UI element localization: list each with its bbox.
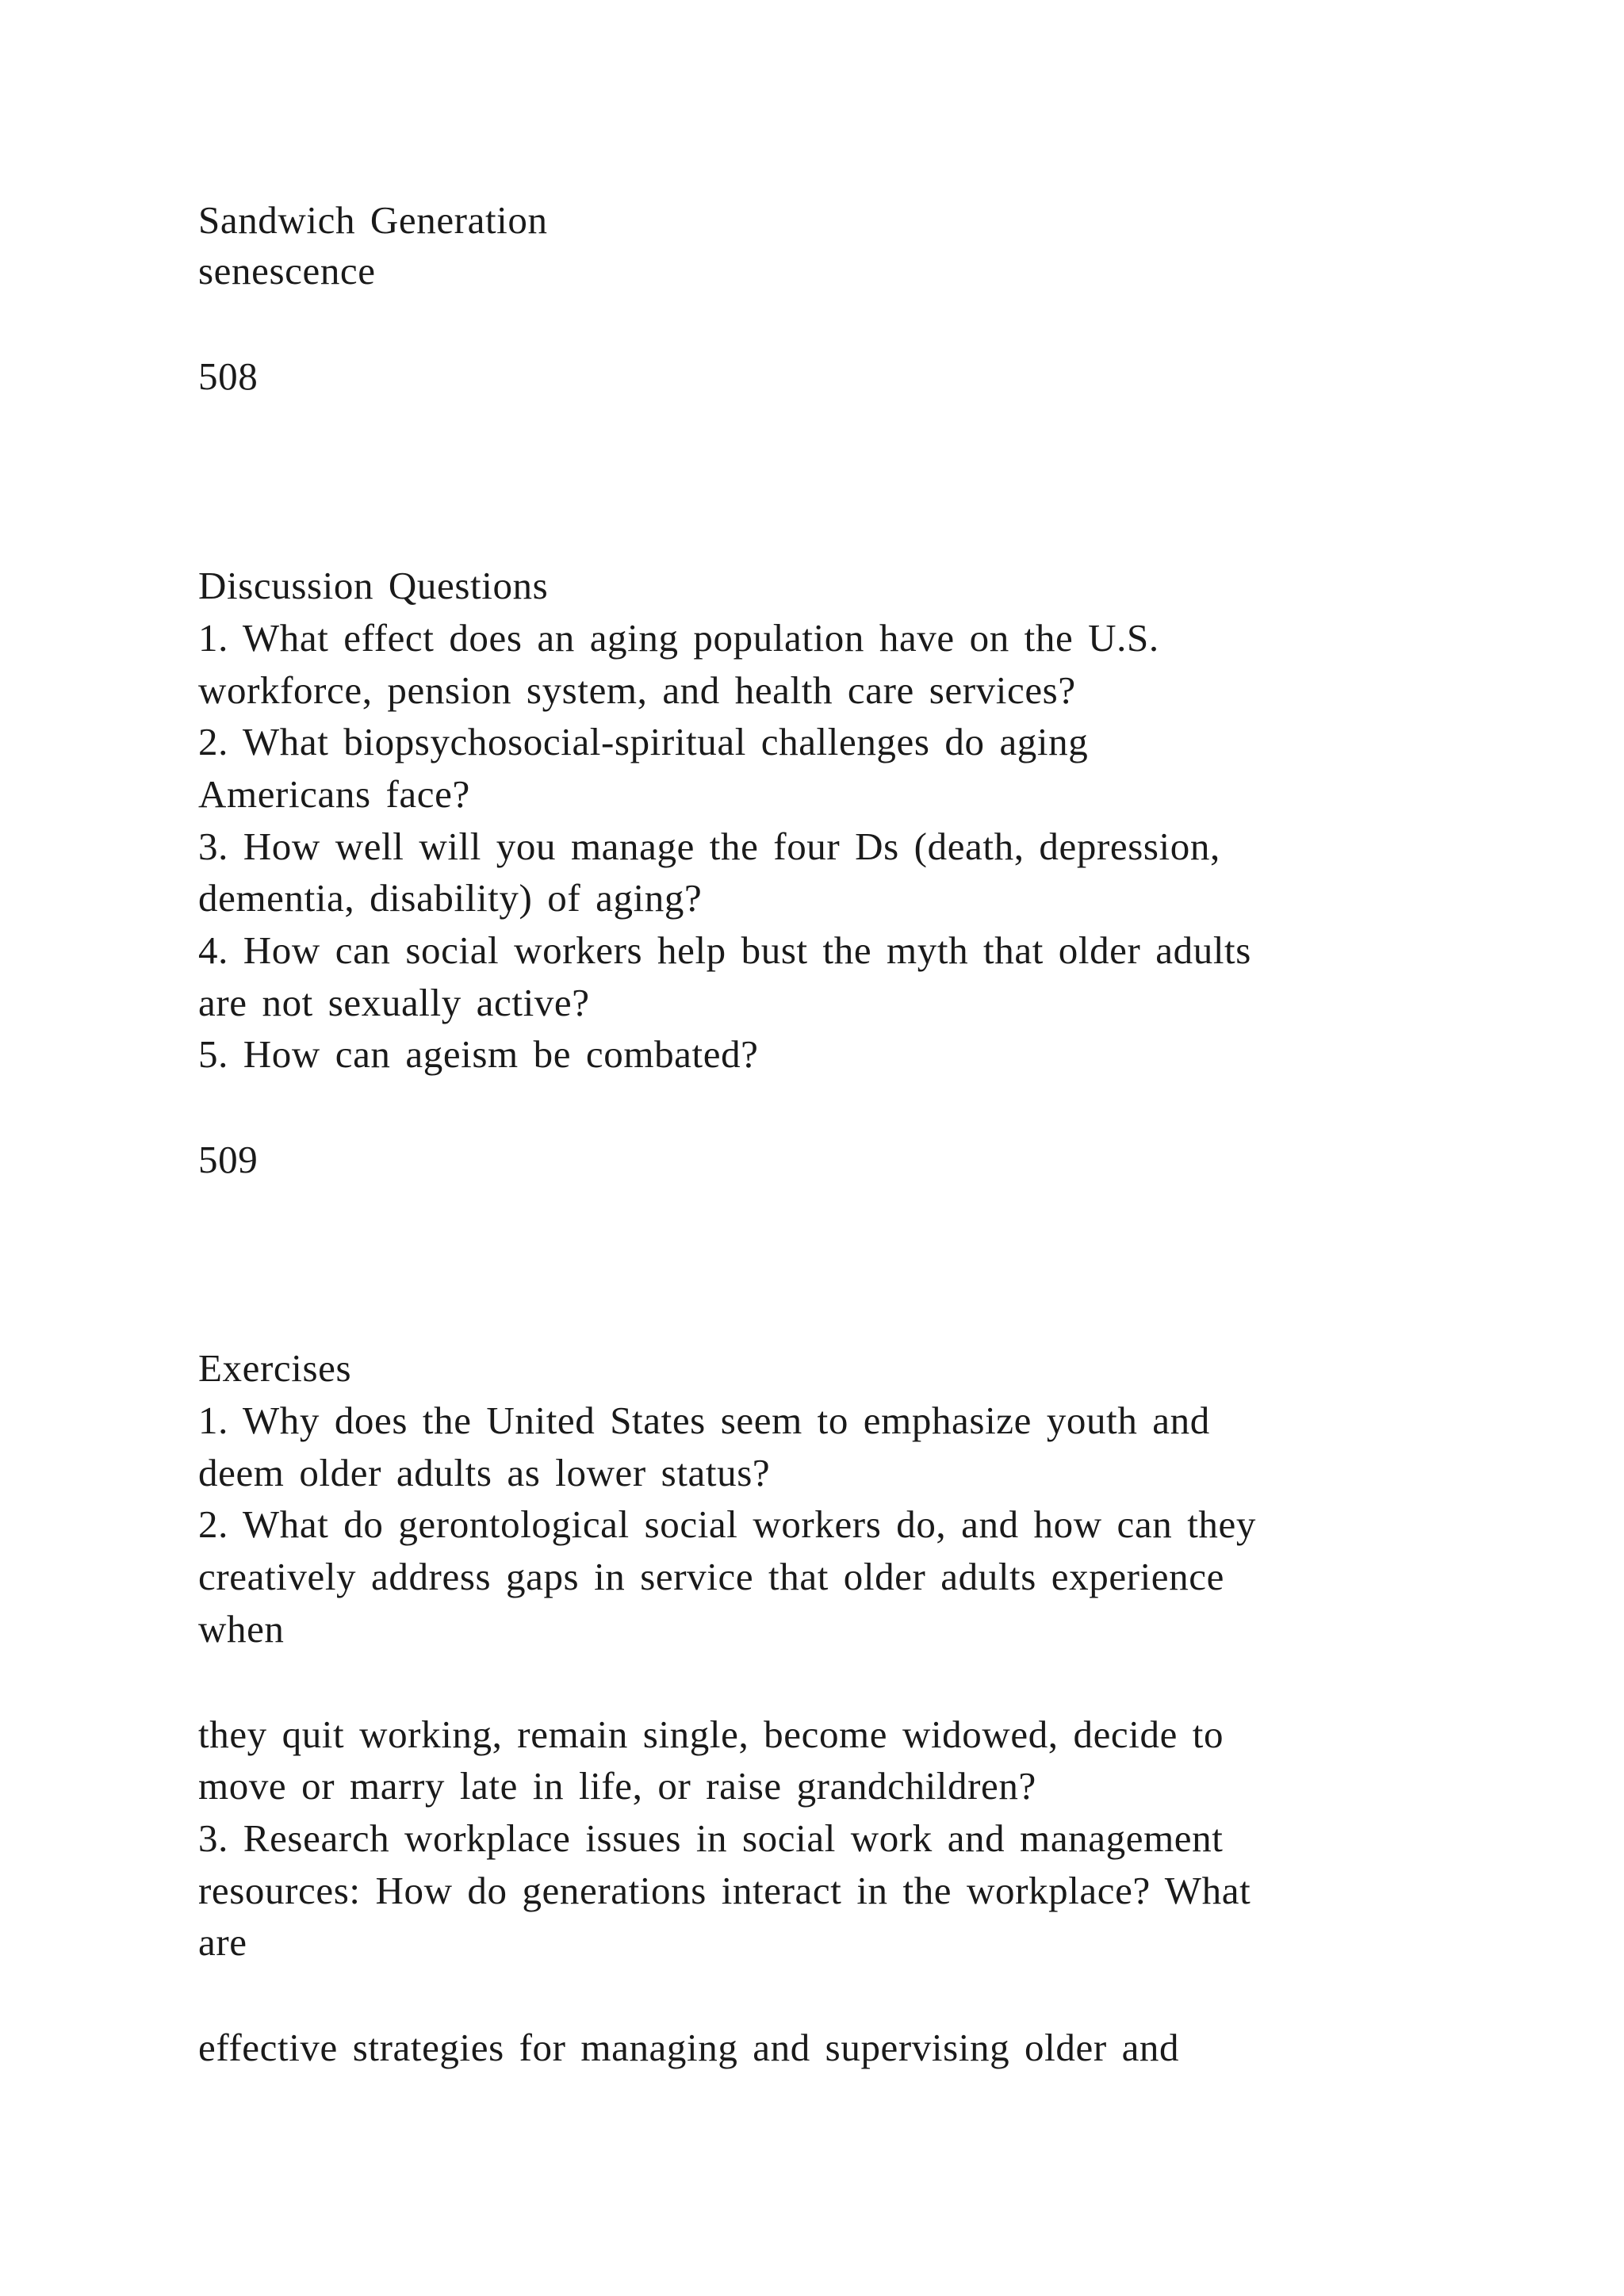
page-number-509: 509 (198, 1138, 259, 1181)
term-sandwich-generation: Sandwich Generation (198, 198, 548, 242)
discussion-line: 5. How can ageism be combated? (198, 1032, 759, 1076)
discussion-line: workforce, pension system, and health care services? (198, 668, 1076, 712)
discussion-questions-heading: Discussion Questions (198, 564, 549, 607)
exercise-line: 3. Research workplace issues in social work and management (198, 1816, 1224, 1860)
exercise-line: effective strategies for managing and supervising older and (198, 2026, 1180, 2069)
exercise-line: resources: How do generations interact in the workplace? What (198, 1869, 1251, 1912)
discussion-line: 3. How well will you manage the four Ds (death, depression, (198, 825, 1220, 868)
exercise-line: move or marry late in life, or raise grandchildren? (198, 1764, 1036, 1808)
exercise-line: creatively address gaps in service that older adults experience (198, 1555, 1224, 1598)
exercise-line: 2. What do gerontological social workers do, and how can they (198, 1502, 1256, 1546)
discussion-line: 4. How can social workers help bust the myth that older adults (198, 928, 1251, 972)
term-senescence: senescence (198, 249, 376, 293)
discussion-line: 2. What biopsychosocial-spiritual challenges do aging (198, 720, 1089, 763)
discussion-line: 1. What effect does an aging population have on the U.S. (198, 616, 1159, 660)
exercise-line: 1. Why does the United States seem to emphasize youth and (198, 1399, 1210, 1442)
page-number-508: 508 (198, 354, 259, 398)
discussion-line: dementia, disability) of aging? (198, 876, 703, 920)
discussion-line: Americans face? (198, 772, 470, 816)
exercise-line: are (198, 1920, 247, 1964)
exercises-heading: Exercises (198, 1346, 352, 1390)
discussion-line: are not sexually active? (198, 981, 590, 1024)
exercise-line: they quit working, remain single, become widowed, decide to (198, 1712, 1224, 1756)
exercise-line: when (198, 1607, 285, 1651)
exercise-line: deem older adults as lower status? (198, 1451, 771, 1494)
